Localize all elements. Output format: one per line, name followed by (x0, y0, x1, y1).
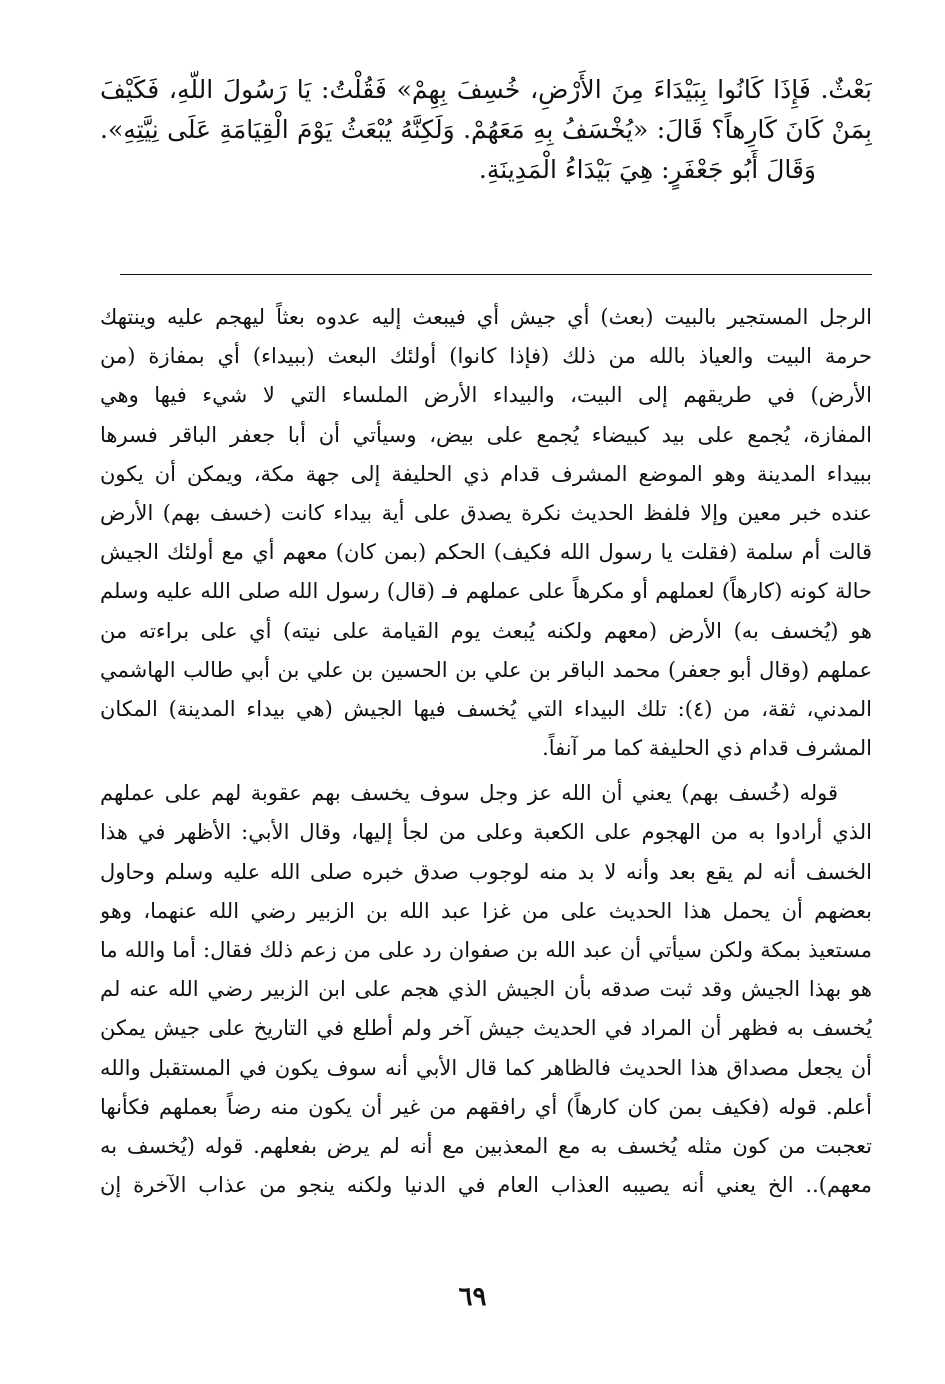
commentary-line: قالت أم سلمة (فقلت يا رسول الله فكيف) الحكم (بمن كان) معهم أي مع أولئك الجيش (100, 540, 872, 565)
hadith-line: بَعْثٌ. فَإِذَا كَانُوا بِبَيْدَاءَ مِنَ الأَرْضِ، خُسِفَ بِهِمْ» فَقُلْتُ: يَا رَسُولَ اللَّهِ، فَكَيْفَ (100, 75, 872, 104)
commentary-line: ببيداء المدينة وهو الموضع المشرف قدام ذي الحليفة إلى جهة مكة، ويمكن أن يكون (100, 461, 872, 486)
commentary-line: تعجبت من كون مثله يُخسف به مع المعذبين مع أنه لم يرض بفعلهم. قوله (يُخسف به (100, 1133, 872, 1158)
commentary-line: المفازة، يُجمع على بيد كبيضاء يُجمع على بيض، وسيأتي أن أبا جعفر الباقر فسرها (100, 422, 872, 447)
commentary-text (100, 298, 872, 1205)
hadith-line: بِمَنْ كَانَ كَارِهاً؟ قَالَ: «يُخْسَفُ بِهِ مَعَهُمْ. وَلَكِنَّهُ يُبْعَثُ يَوْمَ الْقِيَامَةِ عَلَى نِيَّتِهِ». (100, 115, 872, 144)
commentary-line: أن يجعل مصداق هذا الحديث فالظاهر كما قال الأبي أنه سوف يكون في المستقبل والله (100, 1055, 872, 1080)
commentary-line: الرجل المستجير بالبيت (بعث) أي جيش أي فيبعث إليه عدوه بعثاً ليهجم عليه وينتهك (100, 305, 872, 329)
commentary-line: حالة كونه (كارهاً) لعملهم أو مكرهاً على عملهم فـ (قال) رسول الله صلى الله عليه وسلم (100, 579, 872, 604)
commentary-line: هو (يُخسف به) الأرض (معهم ولكنه يُبعث يوم القيامة على نيته) أي على براءته من (100, 618, 872, 643)
commentary-line: عنده خبر معين وإلا فلفظ الحديث نكرة يصدق على أية بيداء كانت (خسف بهم) الأرض (100, 500, 872, 525)
commentary-line: الأرض) في طريقهم إلى البيت، والبيداء الأرض الملساء التي لا شيء فيها وهي (100, 383, 872, 408)
commentary-line: قوله (خُسف بهم) يعني أن الله عز وجل سوف يخسف بهم عقوبة لهم على عملهم (100, 781, 838, 806)
hadith-text (100, 70, 872, 190)
commentary-line: الخسف أنه لم يقع بعد وأنه لا بد منه لوجوب صدق خبره صلى الله عليه وسلم وحاول (100, 859, 872, 884)
commentary-line: هو بهذا الجيش وقد ثبت صدقه بأن الجيش الذي هجم على ابن الزبير رضي الله عنه لم (100, 977, 872, 1002)
commentary-line: عملهم (وقال أبو جعفر) محمد الباقر بن علي بن الحسين بن علي بن أبي طالب الهاشمي (100, 657, 872, 682)
footnote-separator (120, 274, 872, 275)
commentary-line: معهم).. الخ يعني أنه يصيبه العذاب العام في الدنيا ولكنه ينجو من عذاب الآخرة إن (100, 1173, 872, 1198)
commentary-line: بعضهم أن يحمل هذا الحديث على من غزا عبد الله بن الزبير رضي الله عنهما، وهو (100, 898, 872, 923)
commentary-paragraph-1 (100, 298, 872, 768)
commentary-paragraph-2 (100, 774, 872, 1205)
commentary-line: المدني، ثقة، من (٤): تلك البيداء التي يُخسف فيها الجيش (هي بيداء المدينة) المكان (100, 696, 872, 721)
hadith-line: وَقَالَ أَبُو جَعْفَرٍ: هِيَ بَيْدَاءُ الْمَدِينَةِ. (478, 155, 816, 184)
commentary-line: يُخسف به فظهر أن المراد في الحديث جيش آخر ولم أطلع في التاريخ على جيش يمكن (100, 1016, 872, 1041)
commentary-line: المشرف قدام ذي الحليفة كما مر آنفاً. (542, 736, 872, 761)
page-number: ٦٩ (458, 1282, 487, 1312)
commentary-line: حرمة البيت والعياذ بالله من ذلك (فإذا كانوا) أولئك البعث (ببيداء) أي بمفازة (من (100, 344, 872, 369)
commentary-line: أعلم. قوله (فكيف بمن كان كارهاً) أي رافقهم من غير أن يكون منه رضاً بعملهم فكأنها (100, 1094, 872, 1119)
commentary-line: الذي أرادوا به من الهجوم على الكعبة وعلى من لجأ إليها، وقال الأبي: الأظهر في هذا (100, 820, 872, 845)
commentary-line: مستعيذ بمكة ولكن سيأتي أن عبد الله بن صفوان رد على من زعم ذلك فقال: أما والله ما (100, 938, 872, 962)
